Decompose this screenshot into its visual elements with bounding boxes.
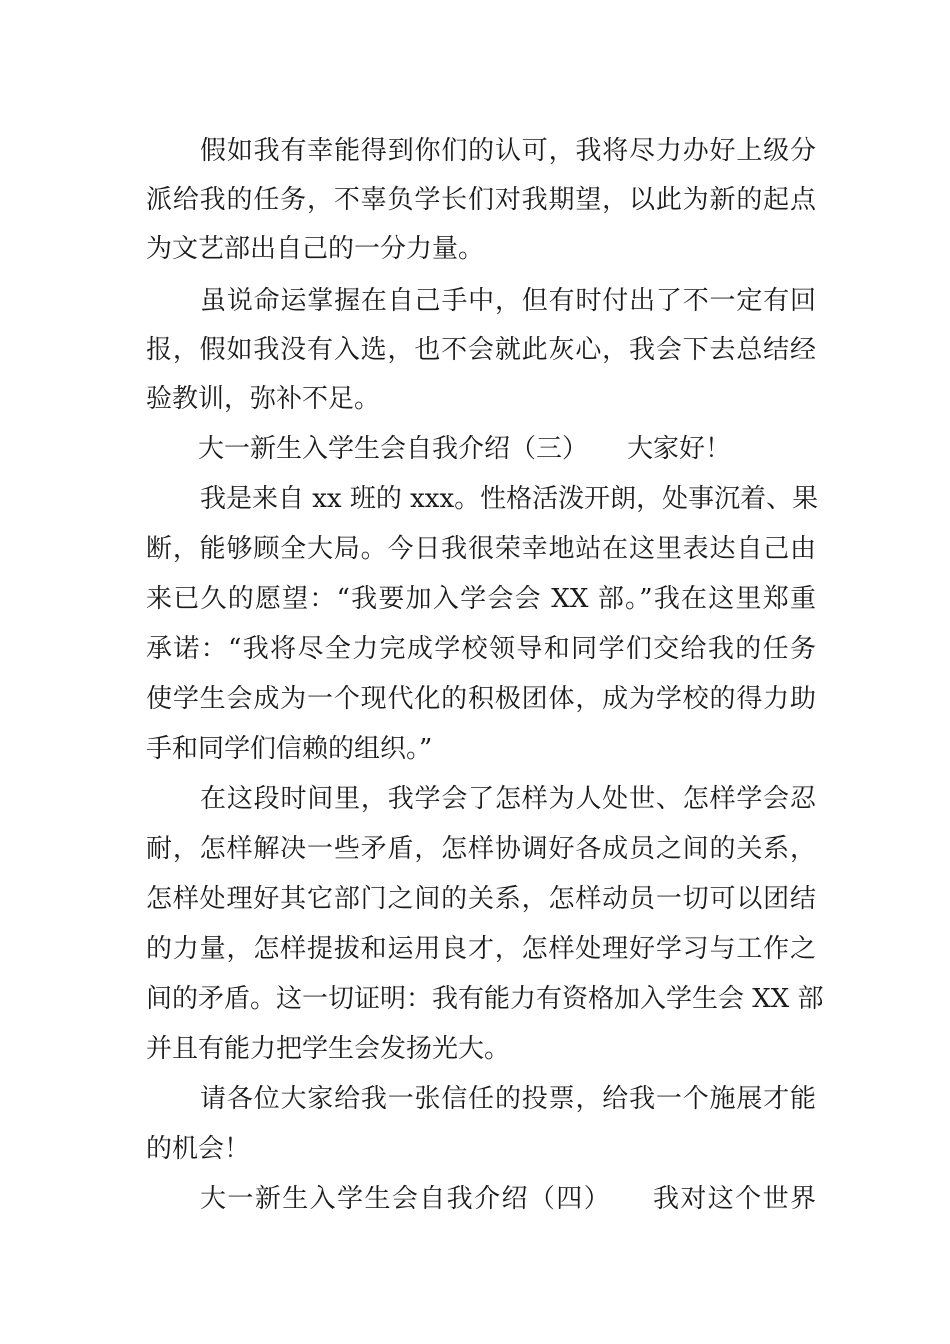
text-line: 的力量，怎样提拔和运用良才，怎样处理好学习与工作之 xyxy=(146,934,816,964)
text-line: 验教训，弥补不足。 xyxy=(146,384,381,414)
text-line: 为文艺部出自己的一分力量。 xyxy=(146,234,485,264)
text-line: 假如我有幸能得到你们的认可，我将尽力办好上级分 xyxy=(200,136,816,166)
text-line: 在这段时间里，我学会了怎样为人处世、怎样学会忍 xyxy=(200,784,816,814)
heading-line: 大一新生入学生会自我介绍（三） 大家好！ xyxy=(198,434,732,464)
text-line: 并且有能力把学生会发扬光大。 xyxy=(146,1034,511,1064)
text-line: 报，假如我没有入选，也不会就此灰心，我会下去总结经 xyxy=(146,335,816,365)
heading-line: 大一新生入学生会自我介绍（四） 我对这个世界 xyxy=(200,1184,816,1214)
text-line: 我是来自 xx 班的 xxx。性格活泼开朗，处事沉着、果 xyxy=(200,484,819,514)
text-line: 来已久的愿望：“我要加入学会会 XX 部。”我在这里郑重 xyxy=(146,584,816,614)
text-line: 承诺：“我将尽全力完成学校领导和同学们交给我的任务 xyxy=(146,634,816,664)
text-line: 断，能够顾全大局。今日我很荣幸地站在这里表达自己由 xyxy=(146,534,816,564)
text-line: 间的矛盾。这一切证明：我有能力有资格加入学生会 XX 部 xyxy=(146,984,824,1014)
text-line: 派给我的任务，不辜负学长们对我期望，以此为新的起点 xyxy=(146,185,816,215)
text-line: 的机会！ xyxy=(146,1134,251,1164)
text-line: 虽说命运掌握在自己手中，但有时付出了不一定有回 xyxy=(200,286,816,316)
text-line: 手和同学们信赖的组织。” xyxy=(146,734,433,764)
text-line: 使学生会成为一个现代化的积极团体，成为学校的得力助 xyxy=(146,684,816,714)
text-line: 怎样处理好其它部门之间的关系，怎样动员一切可以团结 xyxy=(146,884,816,914)
text-line: 耐，怎样解决一些矛盾，怎样协调好各成员之间的关系， xyxy=(146,834,816,864)
text-line: 请各位大家给我一张信任的投票，给我一个施展才能 xyxy=(200,1084,816,1114)
